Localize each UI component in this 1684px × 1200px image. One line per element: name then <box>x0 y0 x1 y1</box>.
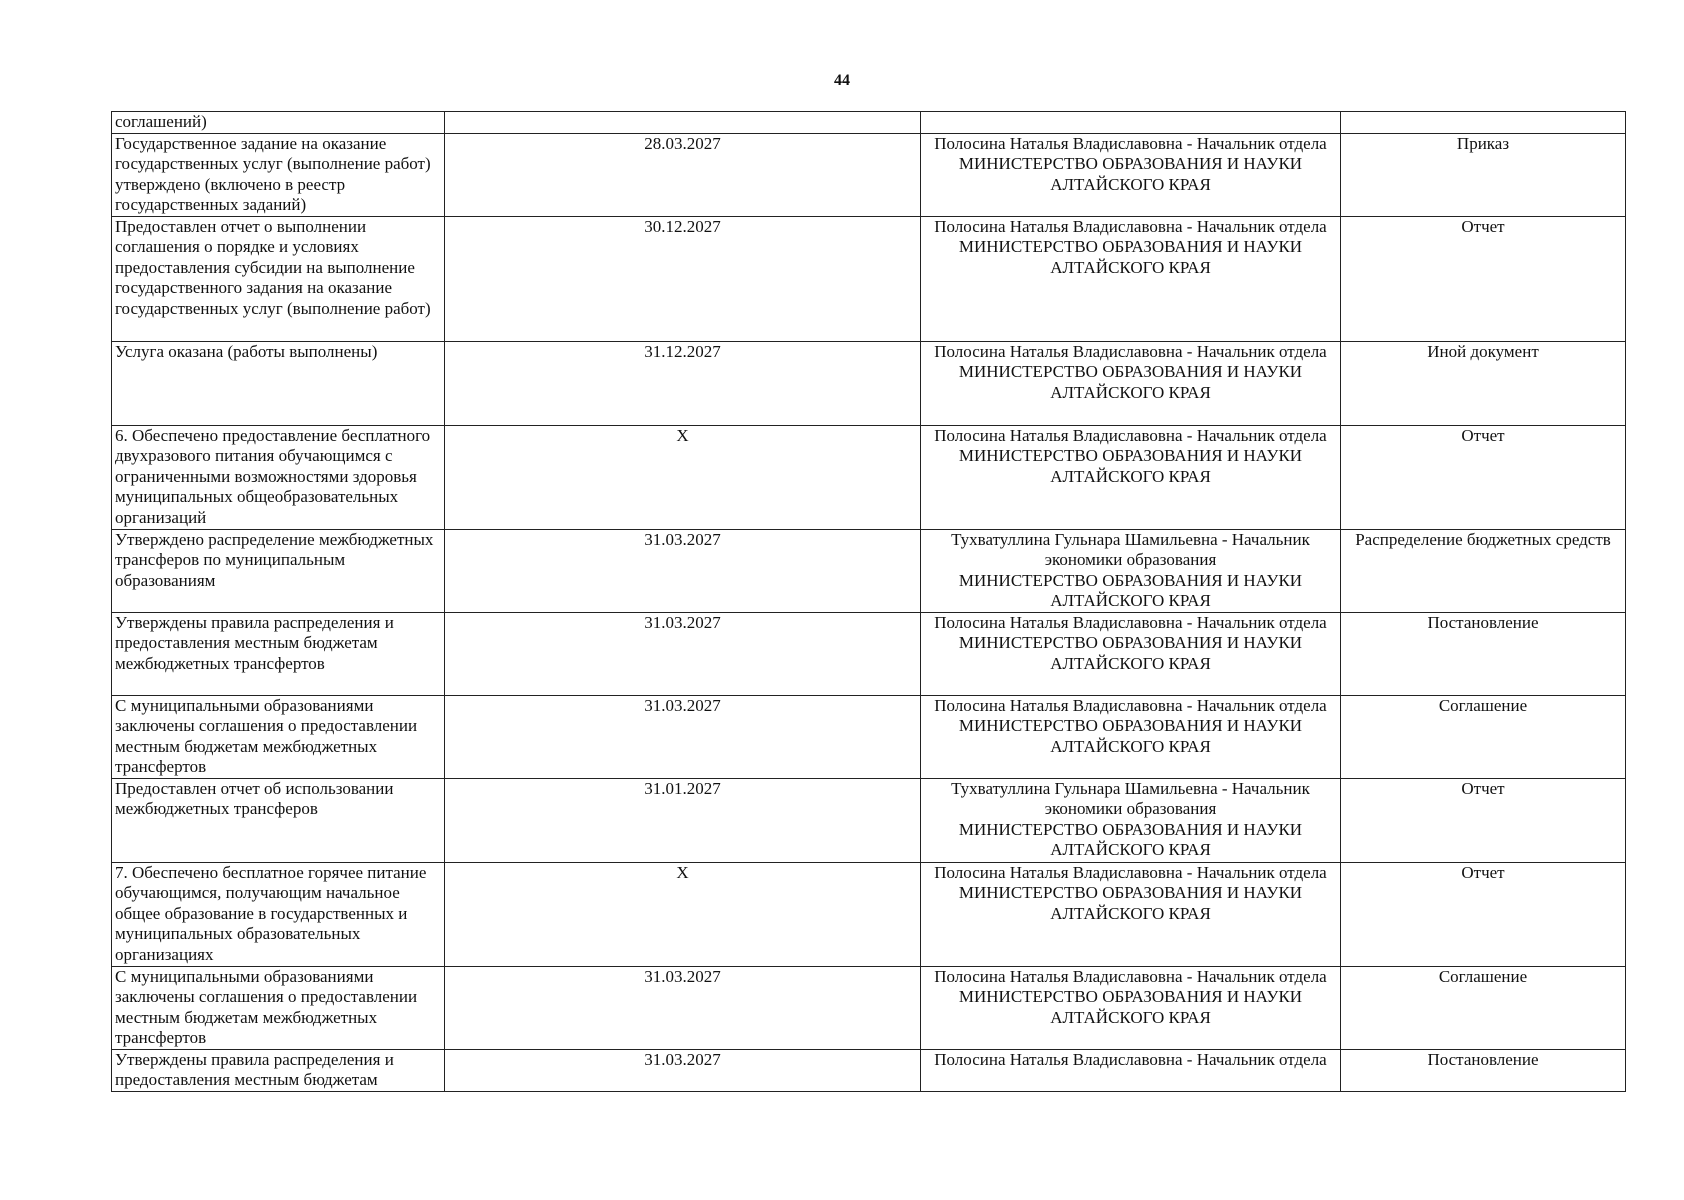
responsible-person: Полосина Наталья Владиславовна - Начальник отдела <box>934 216 1327 236</box>
table-row <box>112 1049 1626 1091</box>
table-row <box>112 778 1626 862</box>
table-row <box>112 966 1626 1049</box>
date-cell: 31.03.2027 <box>445 529 921 612</box>
responsible-cell <box>921 862 1341 966</box>
responsible-person: Полосина Наталья Владиславовна - Начальник отдела <box>934 341 1327 361</box>
responsible-person: Тухватуллина Гульнара Шамильевна - Начальник экономики образования <box>951 529 1310 569</box>
table-row <box>112 529 1626 612</box>
responsible-person: Полосина Наталья Владиславовна - Начальник отдела <box>934 1049 1327 1069</box>
event-cell: 7. Обеспечено бесплатное горячее питание обучающимся, получающим начальное общее образование в государственных и муниципальных образовательных организациях <box>112 862 445 966</box>
responsible-org: МИНИСТЕРСТВО ОБРАЗОВАНИЯ И НАУКИ АЛТАЙСКОГО КРАЯ <box>958 570 1303 610</box>
event-cell: Государственное задание на оказание государственных услуг (выполнение работ) утверждено (включено в реестр государственных заданий) <box>112 133 445 216</box>
responsible-person: Полосина Наталья Владиславовна - Начальник отдела <box>934 612 1327 632</box>
document-type-cell: Соглашение <box>1341 966 1626 1049</box>
event-cell: С муниципальными образованиями заключены соглашения о предоставлении местным бюджетам межбюджетных трансфертов <box>112 966 445 1049</box>
document-type-cell <box>1341 112 1626 134</box>
date-cell: 28.03.2027 <box>445 133 921 216</box>
event-cell: Утверждены правила распределения и предоставления местным бюджетам <box>112 1049 445 1091</box>
document-type-cell: Соглашение <box>1341 695 1626 778</box>
document-type-cell: Отчет <box>1341 216 1626 341</box>
event-cell: соглашений) <box>112 112 445 134</box>
responsible-cell <box>921 133 1341 216</box>
responsible-person: Полосина Наталья Владиславовна - Начальник отдела <box>934 966 1327 986</box>
date-cell: 31.01.2027 <box>445 778 921 862</box>
date-cell: 31.03.2027 <box>445 612 921 695</box>
document-type-cell: Отчет <box>1341 778 1626 862</box>
event-cell: Утверждены правила распределения и предоставления местным бюджетам межбюджетных трансфертов <box>112 612 445 695</box>
table-row <box>112 216 1626 341</box>
document-type-cell: Приказ <box>1341 133 1626 216</box>
date-cell: 31.03.2027 <box>445 966 921 1049</box>
responsible-person: Полосина Наталья Владиславовна - Начальник отдела <box>934 133 1327 153</box>
date-cell: X <box>445 425 921 529</box>
responsible-cell <box>921 341 1341 425</box>
date-cell: 31.03.2027 <box>445 1049 921 1091</box>
table-row <box>112 425 1626 529</box>
date-cell <box>445 112 921 134</box>
responsible-cell <box>921 695 1341 778</box>
responsible-cell <box>921 216 1341 341</box>
document-type-cell: Распределение бюджетных средств <box>1341 529 1626 612</box>
date-cell: 31.03.2027 <box>445 695 921 778</box>
document-type-cell: Отчет <box>1341 425 1626 529</box>
page-number: 44 <box>834 72 850 89</box>
table-row <box>112 612 1626 695</box>
event-cell: Предоставлен отчет об использовании межбюджетных трансферов <box>112 778 445 862</box>
responsible-person: Полосина Наталья Владиславовна - Начальник отдела <box>934 695 1327 715</box>
responsible-org: МИНИСТЕРСТВО ОБРАЗОВАНИЯ И НАУКИ АЛТАЙСКОГО КРАЯ <box>958 633 1303 673</box>
responsible-cell <box>921 425 1341 529</box>
responsible-org: МИНИСТЕРСТВО ОБРАЗОВАНИЯ И НАУКИ АЛТАЙСКОГО КРАЯ <box>958 716 1303 756</box>
responsible-org: МИНИСТЕРСТВО ОБРАЗОВАНИЯ И НАУКИ АЛТАЙСКОГО КРАЯ <box>958 883 1303 923</box>
responsible-org: МИНИСТЕРСТВО ОБРАЗОВАНИЯ И НАУКИ АЛТАЙСКОГО КРАЯ <box>958 237 1303 277</box>
control-points-table <box>111 111 1626 1092</box>
responsible-cell <box>921 966 1341 1049</box>
responsible-org: МИНИСТЕРСТВО ОБРАЗОВАНИЯ И НАУКИ АЛТАЙСКОГО КРАЯ <box>958 819 1303 859</box>
table-row <box>112 112 1626 134</box>
table-row <box>112 862 1626 966</box>
responsible-person: Тухватуллина Гульнара Шамильевна - Начальник экономики образования <box>951 778 1310 818</box>
event-cell: С муниципальными образованиями заключены соглашения о предоставлении местным бюджетам межбюджетных трансфертов <box>112 695 445 778</box>
document-type-cell: Отчет <box>1341 862 1626 966</box>
event-cell: Услуга оказана (работы выполнены) <box>112 341 445 425</box>
table-row <box>112 341 1626 425</box>
date-cell: X <box>445 862 921 966</box>
event-cell: Утверждено распределение межбюджетных трансферов по муниципальным образованиям <box>112 529 445 612</box>
event-cell: 6. Обеспечено предоставление бесплатного двухразового питания обучающимся с ограниченными возможностями здоровья муниципальных общеобразовательных организаций <box>112 425 445 529</box>
responsible-org: МИНИСТЕРСТВО ОБРАЗОВАНИЯ И НАУКИ АЛТАЙСКОГО КРАЯ <box>958 362 1303 402</box>
responsible-cell <box>921 112 1341 134</box>
date-cell: 31.12.2027 <box>445 341 921 425</box>
responsible-cell <box>921 1049 1341 1091</box>
date-cell: 30.12.2027 <box>445 216 921 341</box>
responsible-org: МИНИСТЕРСТВО ОБРАЗОВАНИЯ И НАУКИ АЛТАЙСКОГО КРАЯ <box>958 446 1303 486</box>
event-cell: Предоставлен отчет о выполнении соглашения о порядке и условиях предоставления субсидии на выполнение государственного задания на оказание государственных услуг (выполнение работ) <box>112 216 445 341</box>
responsible-cell <box>921 778 1341 862</box>
responsible-cell <box>921 612 1341 695</box>
responsible-person: Полосина Наталья Владиславовна - Начальник отдела <box>934 862 1327 882</box>
table-row <box>112 695 1626 778</box>
responsible-org: МИНИСТЕРСТВО ОБРАЗОВАНИЯ И НАУКИ АЛТАЙСКОГО КРАЯ <box>958 154 1303 194</box>
document-type-cell: Иной документ <box>1341 341 1626 425</box>
document-type-cell: Постановление <box>1341 1049 1626 1091</box>
responsible-org: МИНИСТЕРСТВО ОБРАЗОВАНИЯ И НАУКИ АЛТАЙСКОГО КРАЯ <box>958 987 1303 1027</box>
table-row <box>112 133 1626 216</box>
responsible-cell <box>921 529 1341 612</box>
document-type-cell: Постановление <box>1341 612 1626 695</box>
responsible-person: Полосина Наталья Владиславовна - Начальник отдела <box>934 425 1327 445</box>
